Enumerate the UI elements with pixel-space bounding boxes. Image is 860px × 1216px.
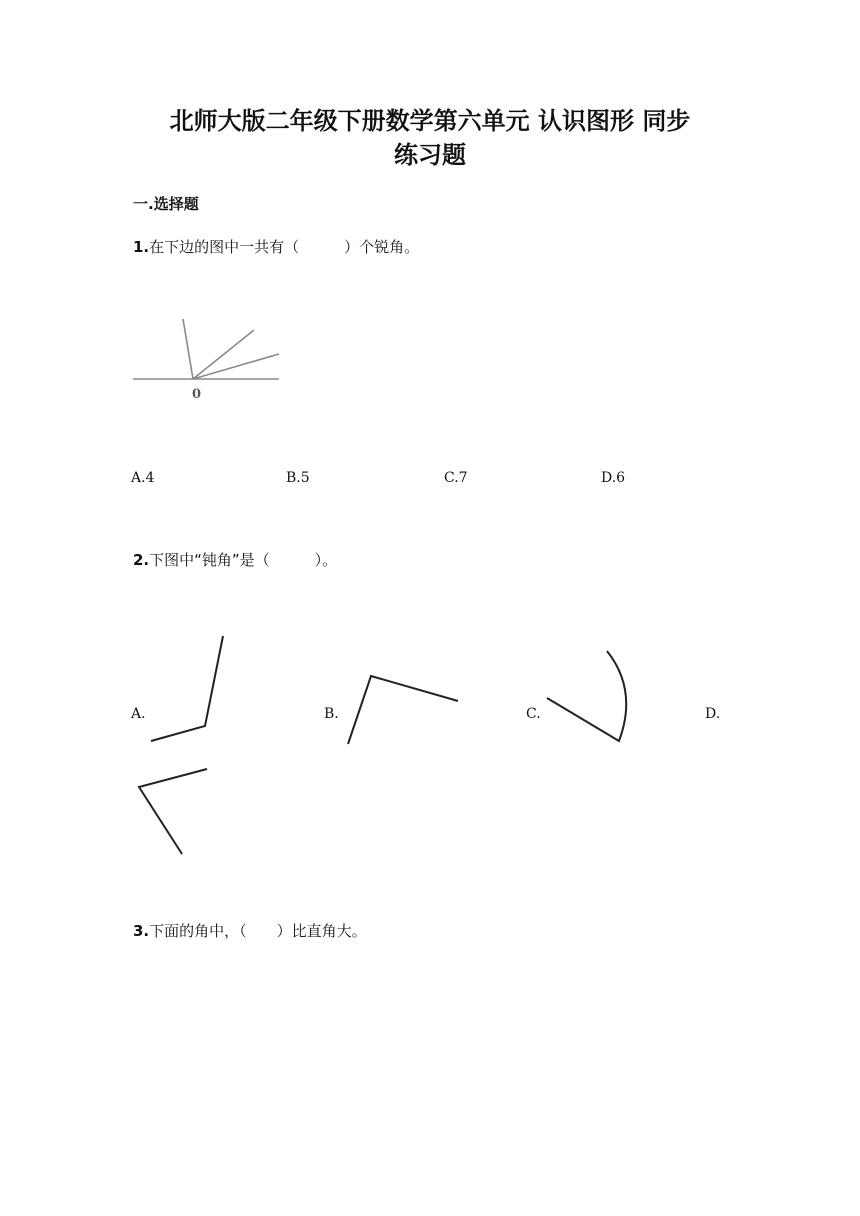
question-1-text: 在下边的图中一共有（ ）个锐角。 — [149, 238, 420, 256]
angle-figure-b — [348, 676, 458, 744]
ray-steep — [183, 319, 193, 379]
q1-option-d[interactable]: D.6 — [601, 470, 626, 486]
angle-figure-d — [139, 769, 207, 854]
q1-option-a[interactable]: A.4 — [131, 470, 155, 486]
curved-figure-c — [547, 651, 626, 741]
ray-middle — [193, 330, 254, 379]
q2-option-b[interactable]: B. — [324, 706, 339, 722]
question-3-text: 下面的角中，（ ）比直角大。 — [149, 922, 367, 940]
q1-option-c[interactable]: C.7 — [444, 470, 468, 486]
section-heading: 一.选择题 — [133, 195, 199, 213]
title-line-1: 北师大版二年级下册数学第六单元 认识图形 同步 — [169, 107, 691, 135]
question-1-number: 1. — [133, 238, 150, 256]
q1-option-b[interactable]: B.5 — [286, 470, 310, 486]
vertex-label: 0 — [192, 387, 202, 402]
angle-figure-a — [151, 636, 223, 741]
q2-option-c[interactable]: C. — [526, 706, 541, 722]
q2-option-d[interactable]: D. — [705, 706, 721, 722]
question-3-number: 3. — [133, 922, 150, 940]
question-2 — [133, 549, 337, 570]
question-1-figure — [133, 319, 279, 379]
question-3 — [133, 920, 367, 941]
question-2-text: 下图中“钝角”是（ ）。 — [149, 551, 338, 569]
q2-option-a[interactable]: A. — [131, 706, 146, 722]
title-line-2: 练习题 — [394, 141, 466, 169]
ray-shallow — [193, 354, 279, 379]
question-2-number: 2. — [133, 551, 150, 569]
